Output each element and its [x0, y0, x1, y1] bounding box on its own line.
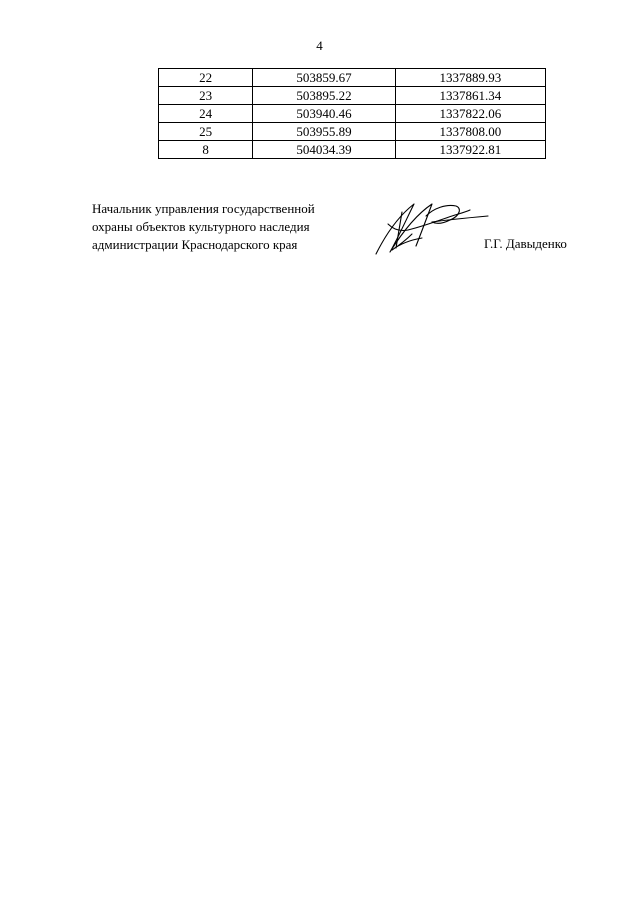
y-coordinate-cell: 1337808.00	[395, 123, 545, 141]
x-coordinate-cell: 503859.67	[253, 69, 395, 87]
x-coordinate-cell: 504034.39	[253, 141, 395, 159]
page-number: 4	[316, 38, 323, 53]
point-number-cell: 23	[159, 87, 253, 105]
point-number-cell: 22	[159, 69, 253, 87]
signer-position	[92, 200, 315, 254]
x-coordinate-cell: 503940.46	[253, 105, 395, 123]
point-number-cell: 8	[159, 141, 253, 159]
coordinates-table	[158, 68, 546, 159]
y-coordinate-cell: 1337922.81	[395, 141, 545, 159]
handwritten-signature	[366, 194, 496, 260]
point-number-cell: 24	[159, 105, 253, 123]
table-row	[159, 87, 546, 105]
table-row	[159, 105, 546, 123]
table-row	[159, 123, 546, 141]
signer-position-line: Начальник управления государственной	[92, 201, 315, 216]
point-number-cell: 25	[159, 123, 253, 141]
x-coordinate-cell: 503955.89	[253, 123, 395, 141]
x-coordinate-cell: 503895.22	[253, 87, 395, 105]
y-coordinate-cell: 1337861.34	[395, 87, 545, 105]
signer-position-line: администрации Краснодарского края	[92, 237, 298, 252]
signer-position-line: охраны объектов культурного наследия	[92, 219, 310, 234]
y-coordinate-cell: 1337889.93	[395, 69, 545, 87]
table-row	[159, 69, 546, 87]
signer-name: Г.Г. Давыденко	[484, 236, 567, 251]
y-coordinate-cell: 1337822.06	[395, 105, 545, 123]
table-row	[159, 141, 546, 159]
